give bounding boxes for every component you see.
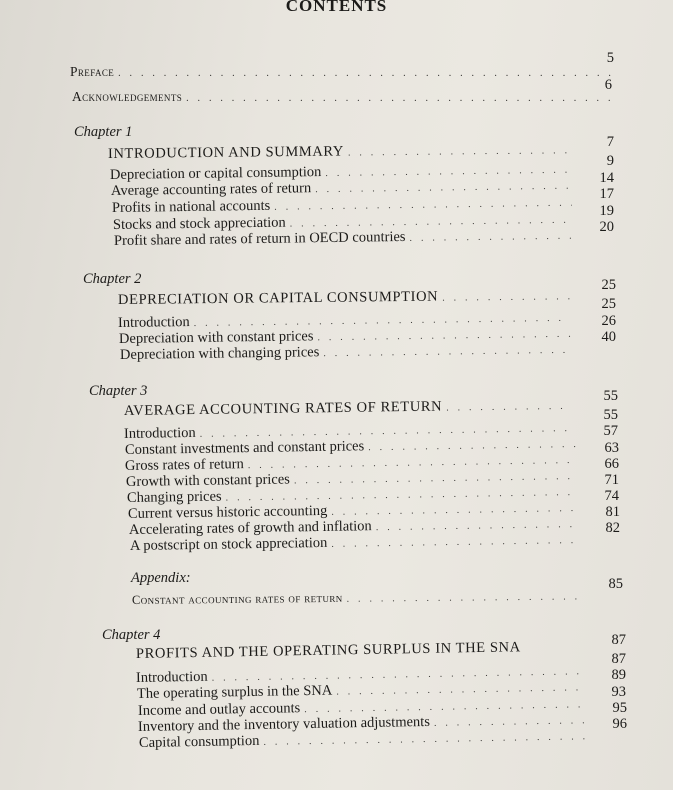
chapter-heading-text: AVERAGE ACCOUNTING RATES OF RETURN: [123, 398, 443, 419]
toc-entry-label: Introduction: [135, 668, 208, 686]
leader-dots: [263, 731, 587, 748]
toc-entry-label: Gross rates of return: [124, 456, 244, 474]
toc-entry-label: Accelerating rates of growth and inflation: [128, 518, 372, 538]
leader-dots: [446, 401, 570, 414]
toc-entry-page: 87: [611, 651, 626, 667]
toc-entry-label: Introduction: [117, 313, 190, 331]
leader-dots: [323, 345, 572, 359]
appendix-page: 85: [608, 576, 623, 592]
toc-entry-page: 26: [601, 313, 616, 329]
leader-dots: [348, 145, 568, 158]
chapter-heading: [108, 141, 568, 163]
toc-entry-label: Profits in national accounts: [111, 197, 271, 216]
leader-dots: [409, 231, 574, 244]
toc-entry-page: 40: [601, 329, 616, 345]
leader-dots: [186, 93, 618, 104]
toc-entry-label: Growth with constant prices: [125, 471, 291, 490]
toc-entry-page: 66: [604, 456, 619, 472]
chapter-label: Chapter 4: [102, 627, 161, 643]
toc-entry-label: Average accounting rates of return: [110, 180, 312, 199]
toc-entry-label: Depreciation or capital consumption: [109, 164, 322, 183]
toc-entry-label: Capital consumption: [138, 732, 260, 751]
toc-entry-label: Acknowledgements: [72, 89, 183, 104]
leader-dots: [347, 591, 578, 604]
chapter-heading-text: PROFITS AND THE OPERATING SURPLUS IN THE SNA: [135, 639, 521, 662]
toc-entry-page: 63: [604, 440, 619, 456]
toc-entry-label: Profit share and rates of return in OECD countries: [113, 228, 406, 249]
toc-entry-label: Current versus historic accounting: [127, 502, 328, 522]
toc-entry-page: 82: [605, 520, 620, 536]
toc-entry-page: 57: [603, 423, 618, 439]
chapter-heading: [136, 638, 588, 663]
toc-entry-label: Changing prices: [126, 488, 222, 506]
page-title: CONTENTS: [285, 0, 388, 15]
toc-entry-page: 9: [606, 153, 614, 169]
chapter-heading-page: 25: [601, 277, 616, 293]
toc-entry-page: 6: [604, 77, 612, 93]
leader-dots: [331, 535, 582, 550]
toc-entry-label: The operating surplus in the SNA: [136, 682, 333, 702]
leader-dots: [118, 68, 616, 79]
toc-entry-page: 74: [604, 488, 619, 504]
toc-entry-label: Constant investments and constant prices: [124, 438, 365, 458]
chapter-heading-text: INTRODUCTION AND SUMMARY: [107, 143, 345, 162]
toc-entry-label: Preface: [70, 64, 115, 79]
chapter-heading-page: 87: [611, 632, 626, 648]
appendix-entry: [132, 588, 578, 608]
toc-entry-page: 89: [611, 667, 626, 683]
leader-dots: [315, 181, 571, 196]
appendix-label: Appendix:: [131, 570, 191, 586]
toc-entry-page: 5: [606, 50, 614, 66]
toc-entry-page: 93: [611, 684, 626, 700]
chapter-heading: [124, 397, 570, 420]
toc-entry-label: Inventory and the inventory valuation adjustments: [137, 713, 431, 735]
chapter-heading: [118, 287, 570, 309]
toc-entry-page: 19: [599, 203, 614, 219]
chapter-label: Chapter 1: [74, 124, 133, 140]
toc-entry-page: 25: [601, 296, 616, 312]
toc-entry-preface: [70, 64, 616, 80]
toc-entry-label: A postscript on stock appreciation: [129, 534, 328, 554]
toc-entry-label: Depreciation with constant prices: [118, 328, 314, 347]
toc-entry-page: 55: [603, 407, 618, 423]
toc-entry-acknowledgements: [72, 89, 618, 105]
toc-entry-label: Introduction: [123, 424, 196, 442]
chapter-label: Chapter 3: [89, 383, 148, 399]
chapter-label: Chapter 2: [83, 271, 142, 287]
chapter-heading-text: DEPRECIATION OR CAPITAL CONSUMPTION: [117, 288, 439, 308]
toc-entry-label: Depreciation with changing prices: [119, 344, 320, 363]
leader-dots: [442, 291, 570, 303]
chapter-heading-page: 55: [603, 388, 618, 404]
toc-entry-page: 71: [604, 472, 619, 488]
toc-entry-page: 95: [612, 700, 627, 716]
toc-entry-label: Stocks and stock appreciation: [112, 214, 286, 233]
toc-entry-label: Income and outlay accounts: [137, 700, 301, 719]
toc-entry-page: 81: [605, 504, 620, 520]
toc-entry-page: 20: [599, 219, 614, 235]
toc-entry-page: 96: [612, 716, 627, 732]
toc-entry-page: 14: [599, 170, 614, 186]
appendix-title: Constant accounting rates of return: [131, 590, 343, 607]
chapter-heading-page: 7: [606, 134, 614, 150]
toc-entry-page: 17: [599, 186, 614, 202]
